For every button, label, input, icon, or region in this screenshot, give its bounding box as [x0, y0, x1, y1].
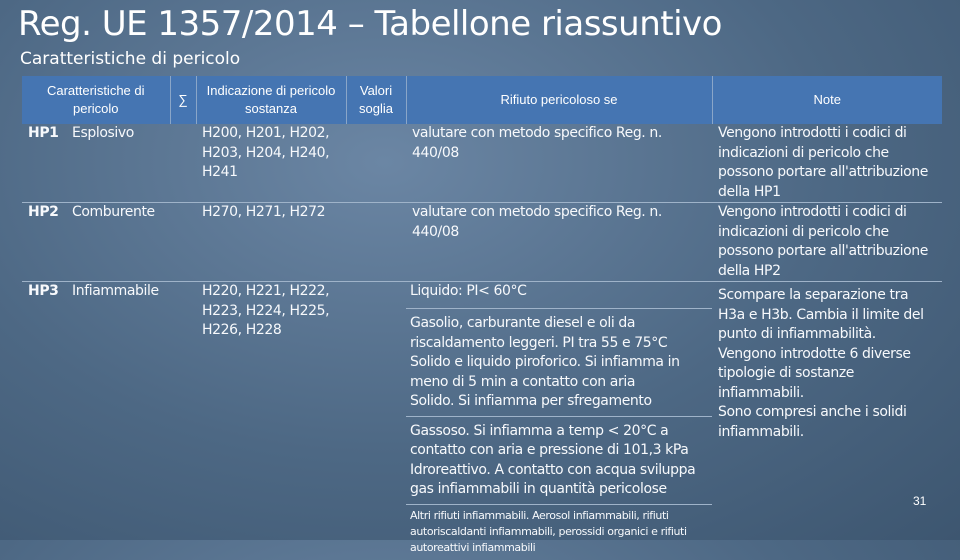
note-text: Vengono introdotte 6 diverse tipologie di sostanze infiammabili. — [718, 345, 911, 401]
h-codes: H220, H221, H222, H223, H224, H225, H226, H228 — [202, 283, 330, 338]
waste-line: Altri rifiuti infiammabili. Aerosol infiammabili, rifiuti autoriscaldanti infiammabili, perossidi organici e rifiuti autoreattivi infiammabili — [410, 508, 687, 554]
waste-subitem — [406, 505, 712, 560]
table-row — [22, 124, 942, 203]
waste-line: Solido e liquido piroforico. Si infiamma in meno di 5 min a contatto con aria — [410, 354, 680, 390]
waste-line: Gassoso. Si infiamma a temp < 20°C a contatto con aria e pressione di 101,3 kPa — [410, 422, 689, 458]
header-waste: Rifiuto pericoloso se — [406, 76, 712, 124]
hp-code: HP1 — [22, 124, 66, 203]
waste-subitem — [406, 309, 712, 417]
hp-code: HP3 — [28, 283, 59, 299]
hp-name: Esplosivo — [66, 124, 170, 203]
waste-line: Gasolio, carburante diesel e oli da riscaldamento leggeri. PI tra 55 e 75°C — [410, 315, 668, 351]
waste-line: Liquido: PI< 60°C — [410, 283, 527, 299]
note-text: Scompare la separazione tra H3a e H3b. Cambia il limite del punto di infiammabilità. — [718, 287, 924, 342]
sum-cell — [170, 124, 196, 203]
note-text: Vengono introdotti i codici di indicazioni di pericolo che possono portare all'attribuzione della HP2 — [712, 203, 942, 282]
hp-name: Infiammabile — [72, 283, 159, 299]
threshold-cell — [346, 124, 406, 203]
table-header-row — [22, 76, 942, 124]
threshold-cell — [346, 282, 406, 560]
waste-subitem — [406, 282, 712, 309]
note-text: Sono compresi anche i solidi infiammabili. — [718, 404, 907, 440]
header-notes: Note — [712, 76, 942, 124]
note-list — [712, 282, 942, 560]
h-codes: H270, H271, H272 — [196, 203, 346, 282]
sum-cell — [170, 203, 196, 282]
header-characteristics: Caratteristiche di pericolo — [22, 76, 170, 124]
table-row — [22, 282, 942, 560]
threshold-cell — [346, 203, 406, 282]
waste-line: Idroreattivo. A contatto con acqua sviluppa gas infiammabili in quantità pericolose — [410, 461, 696, 497]
table-row — [22, 203, 942, 282]
waste-criteria: valutare con metodo specifico Reg. n. 440/08 — [406, 124, 712, 203]
waste-criteria: valutare con metodo specifico Reg. n. 440/08 — [406, 203, 712, 282]
header-threshold: Valori soglia — [346, 76, 406, 124]
slide-title: Reg. UE 1357/2014 – Tabellone riassuntivo — [18, 4, 722, 44]
waste-criteria-list — [406, 282, 712, 560]
summary-table — [22, 76, 942, 560]
page-number: 31 — [913, 494, 927, 508]
waste-subitem — [406, 417, 712, 505]
sum-cell — [170, 282, 196, 560]
h-codes: H200, H201, H202, H203, H204, H240, H241 — [196, 124, 346, 203]
hp-code: HP2 — [22, 203, 66, 282]
header-hazard-statement: Indicazione di pericolo sostanza — [196, 76, 346, 124]
note-text: Vengono introdotti i codici di indicazioni di pericolo che possono portare all'attribuzione della HP1 — [712, 124, 942, 203]
hp-name: Comburente — [66, 203, 170, 282]
slide-subtitle: Caratteristiche di pericolo — [20, 49, 241, 69]
header-sum: ∑ — [170, 76, 196, 124]
waste-line: Solido. Si infiamma per sfregamento — [410, 393, 652, 409]
